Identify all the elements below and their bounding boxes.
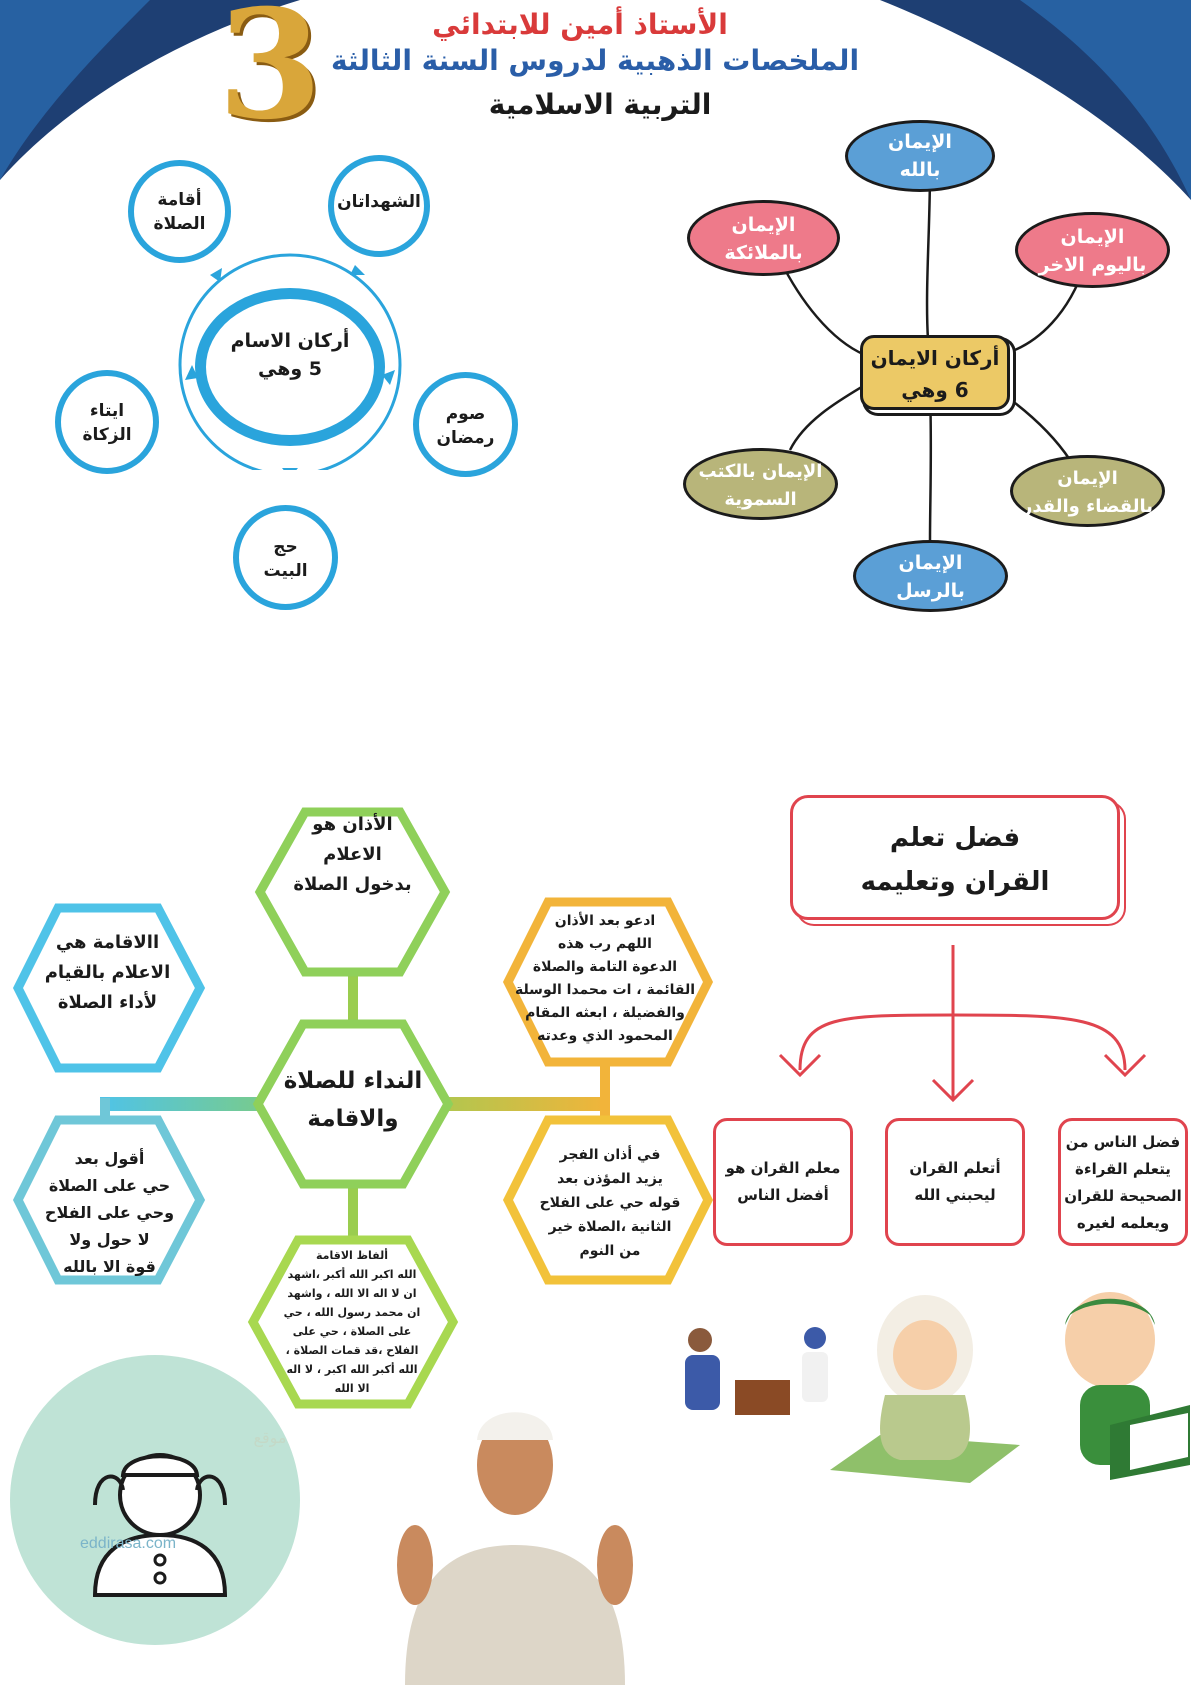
watermark-latin: eddirasa.com <box>80 1535 177 1552</box>
iman-pillar-books <box>683 448 838 520</box>
iman-pillar-qadar <box>1010 455 1165 527</box>
iman-pillar-label: الإيمان بالله <box>888 131 952 181</box>
iman-pillar-label: الإيمان بالقضاء والقدر <box>1021 468 1154 517</box>
quran-title: فضل تعلم القران وتعليمه <box>860 823 1050 897</box>
quran-benefit-best <box>1058 1118 1188 1246</box>
islam-pillar-label: ايتاء الزكاة <box>82 401 132 445</box>
adhan-dua: ادعو بعد الأذان اللهم رب هذه الدعوة التامة والصلاة القائمة ، ات محمدا الوسلة والفضيلة ، ابعثه المقام المحمود الذي وعدته <box>514 913 696 1044</box>
iqama-words: ألفاظ الاقامة الله اكبر الله أكبر ،اشهد ان لا اله الا الله ، واشهد ان محمد رسول الله ، حي على الصلاة ، حي على الفلاح ،قد قمات الصلاة ، الله أكبر الله اكبر ، لا اله الا الله <box>283 1249 421 1395</box>
quran-title-box <box>790 795 1120 920</box>
quran-benefit-label: فضل الناس من يتعلم القراءة الصحيحة للقران ويعلمه لغيره <box>1064 1133 1182 1232</box>
iman-center-label: أركان الايمان 6 وهي <box>870 346 1000 402</box>
adhan-reply: أقول بعد حي على الصلاة وحي على الفلاح لا حول ولا قوة الا بالله <box>44 1149 175 1276</box>
islam-pillar-label: أقامة الصلاة <box>153 190 206 234</box>
iman-pillar-label: الإيمان بالكتب السموية <box>698 461 823 510</box>
islam-pillar-label: الشهداتان <box>337 192 421 212</box>
adhan-definition: الأذان هو الاعلام بدخول الصلاة <box>293 814 412 895</box>
badge-number: 3 <box>217 0 323 153</box>
teacher-student-illustration <box>680 1320 840 1420</box>
quran-benefit-love <box>885 1118 1025 1246</box>
quran-branches <box>760 945 1160 1105</box>
man-praying-illustration <box>385 1385 645 1685</box>
child-reading-illustration <box>1040 1285 1190 1485</box>
header-author: الأستاذ أمين للابتدائي <box>432 8 728 41</box>
fajr-adhan: في أذان الفجر يزيد المؤذن بعد قوله حي على الفلاح الثانية ،الصلاة خير من النوم <box>539 1147 681 1259</box>
iman-pillar-label: الإيمان باليوم الاخر <box>1038 226 1147 276</box>
header-subject: التربية الاسلامية <box>488 88 712 121</box>
quran-benefit-label: معلم القران هو أفضل الناس <box>725 1159 841 1204</box>
islam-pillar-label: حج البيت <box>263 537 308 581</box>
watermark-arabic: موقع <box>253 1428 287 1447</box>
islam-center-label: أركان الاسام 5 وهي <box>230 330 350 380</box>
islam-pillar-sawm <box>413 372 518 477</box>
iman-pillar-last-day <box>1015 212 1170 288</box>
iman-center-node <box>860 335 1010 410</box>
islam-pillar-zakat <box>55 370 159 474</box>
islam-pillar-label: صوم رمضان <box>436 404 495 448</box>
islam-pillar-shahada <box>328 155 430 257</box>
iman-pillar-messengers <box>853 540 1008 612</box>
quran-benefit-teacher <box>713 1118 853 1246</box>
iman-pillar-label: الإيمان بالرسل <box>896 552 965 602</box>
islam-pillar-hajj <box>233 505 338 610</box>
adhan-center-label: النداء للصلاة والاقامة <box>283 1068 423 1132</box>
boy-adhan-icon <box>65 1420 255 1600</box>
islam-center-node <box>195 288 385 446</box>
iman-pillar-angels <box>687 200 840 276</box>
quran-benefit-label: أتعلم القران ليحبني الله <box>909 1159 1001 1204</box>
islam-pillar-salat <box>128 160 231 263</box>
header-subtitle: الملخصات الذهبية لدروس السنة الثالثة <box>330 44 860 77</box>
girl-praying-illustration <box>820 1285 1030 1485</box>
iqama-definition: االاقامة هي الاعلام بالقيام لأداء الصلاة <box>44 932 171 1013</box>
iman-pillar-label: الإيمان بالملائكة <box>724 214 803 264</box>
iman-pillar-allah <box>845 120 995 192</box>
